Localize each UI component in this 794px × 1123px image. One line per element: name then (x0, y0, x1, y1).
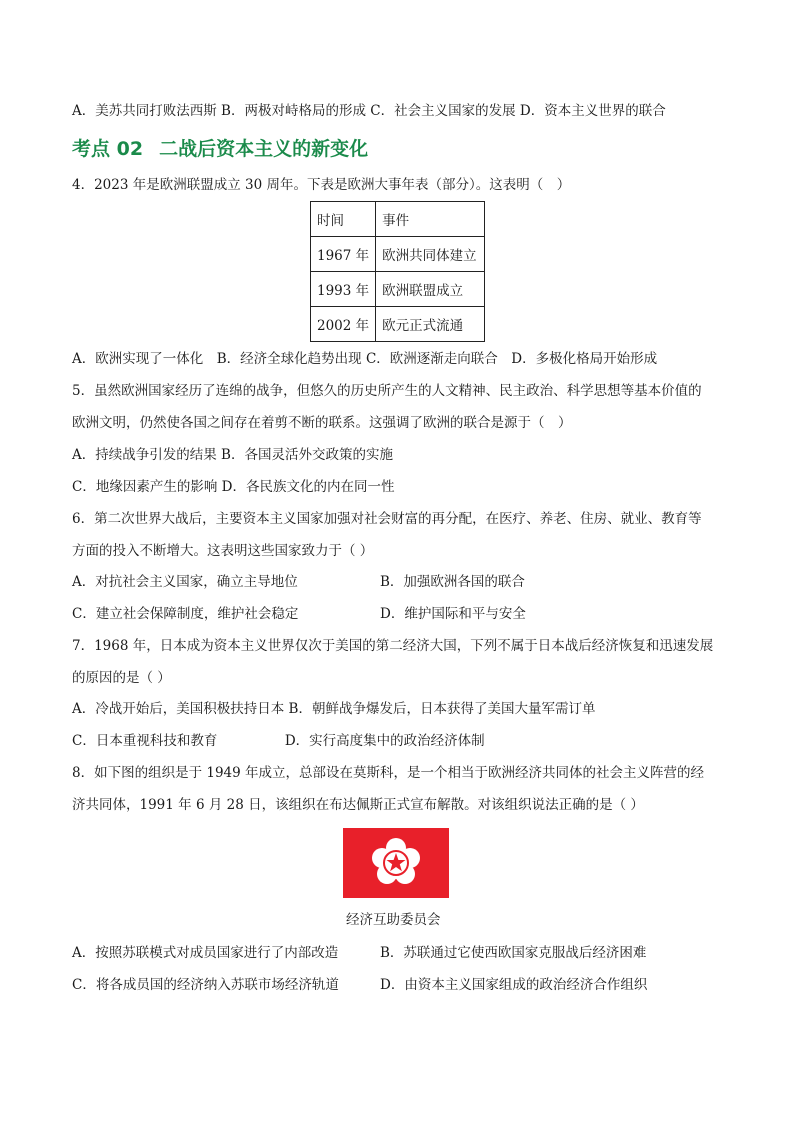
q8-stem-line1: 8．如下图的组织是于 1949 年成立，总部设在莫斯科，是一个相当于欧洲经济共同体的社会主义阵营的经 (72, 765, 705, 781)
table-cell-year: 2002 年 (311, 307, 376, 342)
table-cell-event: 欧洲共同体建立 (376, 237, 485, 272)
table-row (311, 307, 485, 342)
q4-stem: 4．2023 年是欧洲联盟成立 30 周年。下表是欧洲大事年表（部分）。这表明（ ） (72, 177, 571, 193)
q8-option-a: A．按照苏联模式对成员国家进行了内部改造 (72, 945, 339, 961)
table-header-row (311, 202, 485, 237)
q5-options-line1: A．持续战争引发的结果 B．各国灵活外交政策的实施 (72, 447, 393, 463)
previous-question-options: A．美苏共同打败法西斯 B．两极对峙格局的形成 C．社会主义国家的发展 D．资本主义世界的联合 (72, 103, 666, 119)
q6-option-b: B．加强欧洲各国的联合 (380, 574, 525, 590)
table-cell-event: 欧洲联盟成立 (376, 272, 485, 307)
q5-stem-line2: 欧洲文明，仍然使各国之间存在着剪不断的联系。这强调了欧洲的联合是源于（ ） (72, 415, 572, 431)
q8-option-b: B．苏联通过它使西欧国家克服战后经济困难 (380, 945, 647, 961)
q6-option-d: D．维护国际和平与安全 (380, 606, 526, 622)
table-header-event: 事件 (376, 202, 485, 237)
section-heading (72, 134, 368, 161)
table-header-time: 时间 (311, 202, 376, 237)
table-cell-year: 1967 年 (311, 237, 376, 272)
q4-options: A．欧洲实现了一体化 B．经济全球化趋势出现 C．欧洲逐渐走向联合 D．多极化格局开始形成 (72, 351, 658, 367)
q6-stem-line2: 方面的投入不断增大。这表明这些国家致力于（ ） (72, 543, 374, 559)
table-row (311, 237, 485, 272)
europe-events-table (310, 201, 485, 342)
q6-option-a: A．对抗社会主义国家，确立主导地位 (72, 574, 298, 590)
q7-stem-line2: 的原因的是（ ） (72, 670, 171, 686)
table-cell-year: 1993 年 (311, 272, 376, 307)
q5-options-line2: C．地缘因素产生的影响 D．各民族文化的内在同一性 (72, 479, 395, 495)
q8-option-c: C．将各成员国的经济纳入苏联市场经济轨道 (72, 977, 339, 993)
q8-stem-line2: 济共同体，1991 年 6 月 28 日，该组织在布达佩斯正式宣布解散。对该组织说法正确的是（ ） (72, 797, 644, 813)
q6-stem-line1: 6．第二次世界大战后，主要资本主义国家加强对社会财富的再分配，在医疗、养老、住房、就业、教育等 (72, 511, 702, 527)
q6-option-c: C．建立社会保障制度，维护社会稳定 (72, 606, 299, 622)
q8-option-d: D．由资本主义国家组成的政治经济合作组织 (380, 977, 648, 993)
q5-stem-line1: 5．虽然欧洲国家经历了连绵的战争，但悠久的历史所产生的人文精神、民主政治、科学思想等基本价值的 (72, 383, 702, 399)
table-row (311, 272, 485, 307)
image-caption: 经济互助委员会 (346, 912, 441, 928)
comecon-emblem (343, 828, 449, 898)
q7-options-line2: C．日本重视科技和教育 D．实行高度集中的政治经济体制 (72, 733, 485, 749)
q7-stem-line1: 7．1968 年，日本成为资本主义世界仅次于美国的第二经济大国，下列不属于日本战后经济恢复和迅速发展 (72, 638, 714, 654)
section-number: 考点 02 (72, 138, 144, 160)
table-cell-event: 欧元正式流通 (376, 307, 485, 342)
q7-options-line1: A．冷战开始后，美国积极扶持日本 B．朝鲜战争爆发后，日本获得了美国大量军需订单 (72, 701, 596, 717)
section-title: 二战后资本主义的新变化 (159, 138, 369, 160)
